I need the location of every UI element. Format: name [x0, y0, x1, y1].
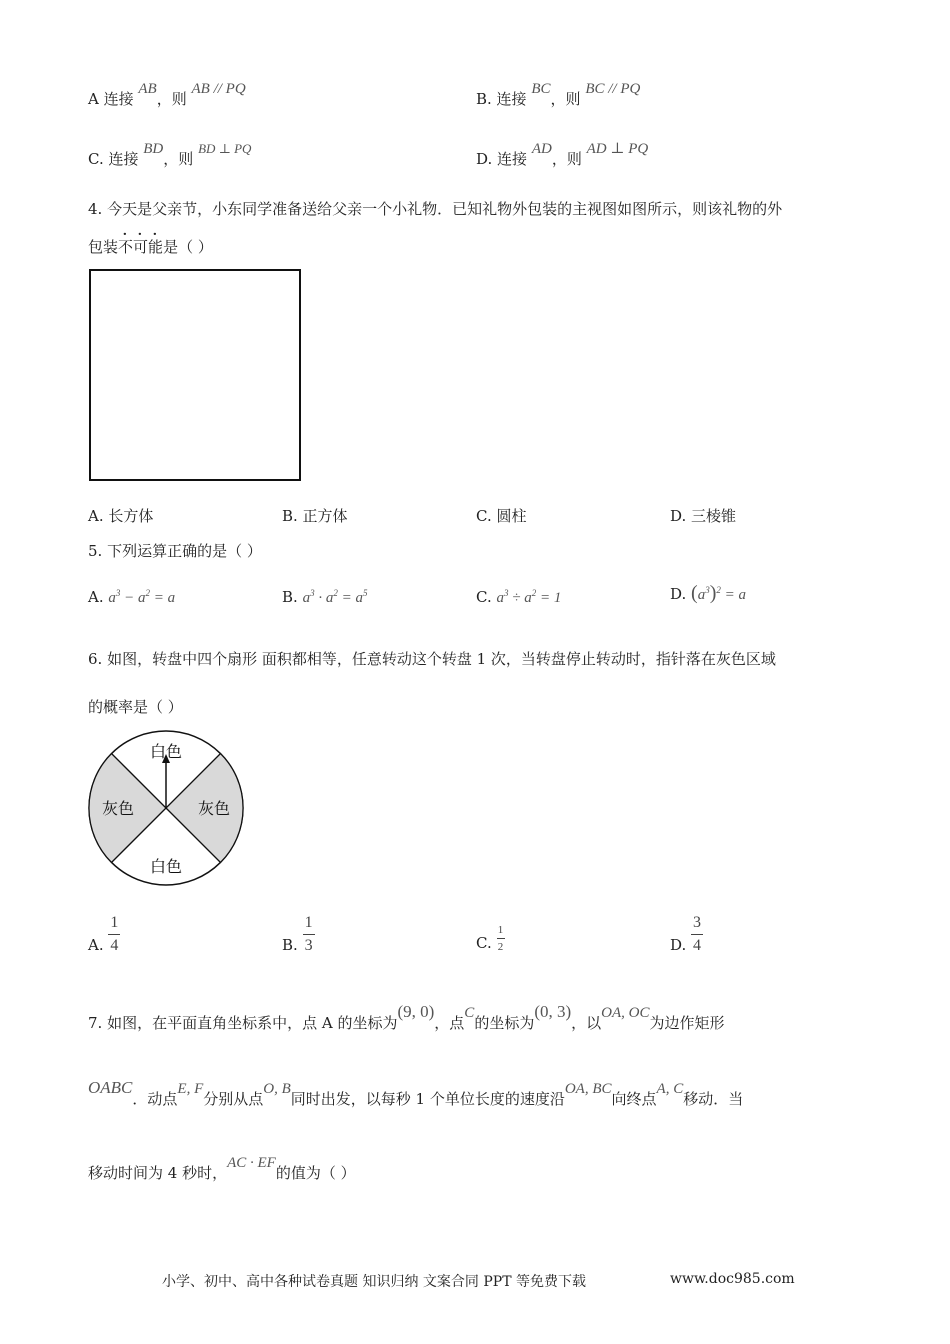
footer-text: 小学、初中、高中各种试卷真题 知识归纳 文案合同 PPT 等免费下载	[162, 1274, 586, 1290]
q6-stem-line2: 的概率是（ ）	[88, 698, 183, 716]
q6-option-d: D. $\frac{3}{4}$	[670, 914, 702, 954]
front-view-square	[89, 269, 301, 481]
spinner-diagram	[88, 730, 248, 890]
emph-char: 不	[118, 238, 134, 256]
q4-stem-line2: 包装不可能是（ ）	[88, 238, 213, 256]
q5-option-a: A. $a^3 - a^2 = a$	[88, 588, 176, 606]
q7-line2: OABC．动点E, F分别从点O, B同时出发，以每秒 1 个单位长度的速度沿OA, BC向终点A, C移动．当	[88, 1078, 744, 1108]
q4-option-d: D. 三棱锥	[670, 507, 737, 525]
label-right: 灰色	[197, 799, 231, 818]
q3-option-c: C. 连接 BD，则 BD ⊥ PQ	[88, 141, 252, 168]
label-bottom: 白色	[149, 857, 183, 876]
q5-option-d: D. $(a^3)^2 = a$	[670, 582, 747, 604]
emph-char: 可	[133, 238, 149, 256]
q3-option-d: D. 连接 AD，则 AD ⊥ PQ	[476, 141, 649, 168]
q6-option-a: A. $\frac{1}{4}$	[88, 914, 119, 954]
q3-option-b: B. 连接 BC，则 BC // PQ	[476, 81, 641, 108]
footer-url[interactable]: www.doc985.com	[670, 1271, 795, 1287]
label-left: 灰色	[101, 799, 135, 818]
q4-option-a: A. 长方体	[88, 507, 154, 525]
q6-stem-line1: 6. 如图，转盘中四个扇形 面积都相等，任意转动这个转盘 1 次，当转盘停止转动时，指针落在灰色区域	[88, 650, 776, 668]
q6-option-b: B. $\frac{1}{3}$	[282, 914, 313, 954]
q4-option-c: C. 圆柱	[476, 507, 527, 525]
q7-line1: 7. 如图，在平面直角坐标系中，点 A 的坐标为(9, 0)，点C的坐标为(0, 3)，以OA, OC为边作矩形	[88, 1002, 725, 1032]
q5-option-c: C. $a^3 \div a^2 = 1$	[476, 588, 562, 606]
q7-line3: 移动时间为 4 秒时，AC · EF的值为（ ）	[88, 1155, 356, 1182]
q5-option-b: B. $a^3 \cdot a^2 = a^5$	[282, 588, 368, 606]
q5-stem: 5. 下列运算正确的是（ ）	[88, 542, 262, 560]
q4-option-b: B. 正方体	[282, 507, 348, 525]
q4-stem-line1: 4. 今天是父亲节，小东同学准备送给父亲一个小礼物．已知礼物外包装的主视图如图所示，则该礼物的外	[88, 200, 783, 218]
q6-option-c: C. $\frac{1}{2}$	[476, 924, 504, 953]
emph-char: 能	[148, 238, 164, 256]
label-top: 白色	[149, 742, 183, 761]
q3-option-a: A 连接 AB，则 AB // PQ	[88, 81, 246, 108]
